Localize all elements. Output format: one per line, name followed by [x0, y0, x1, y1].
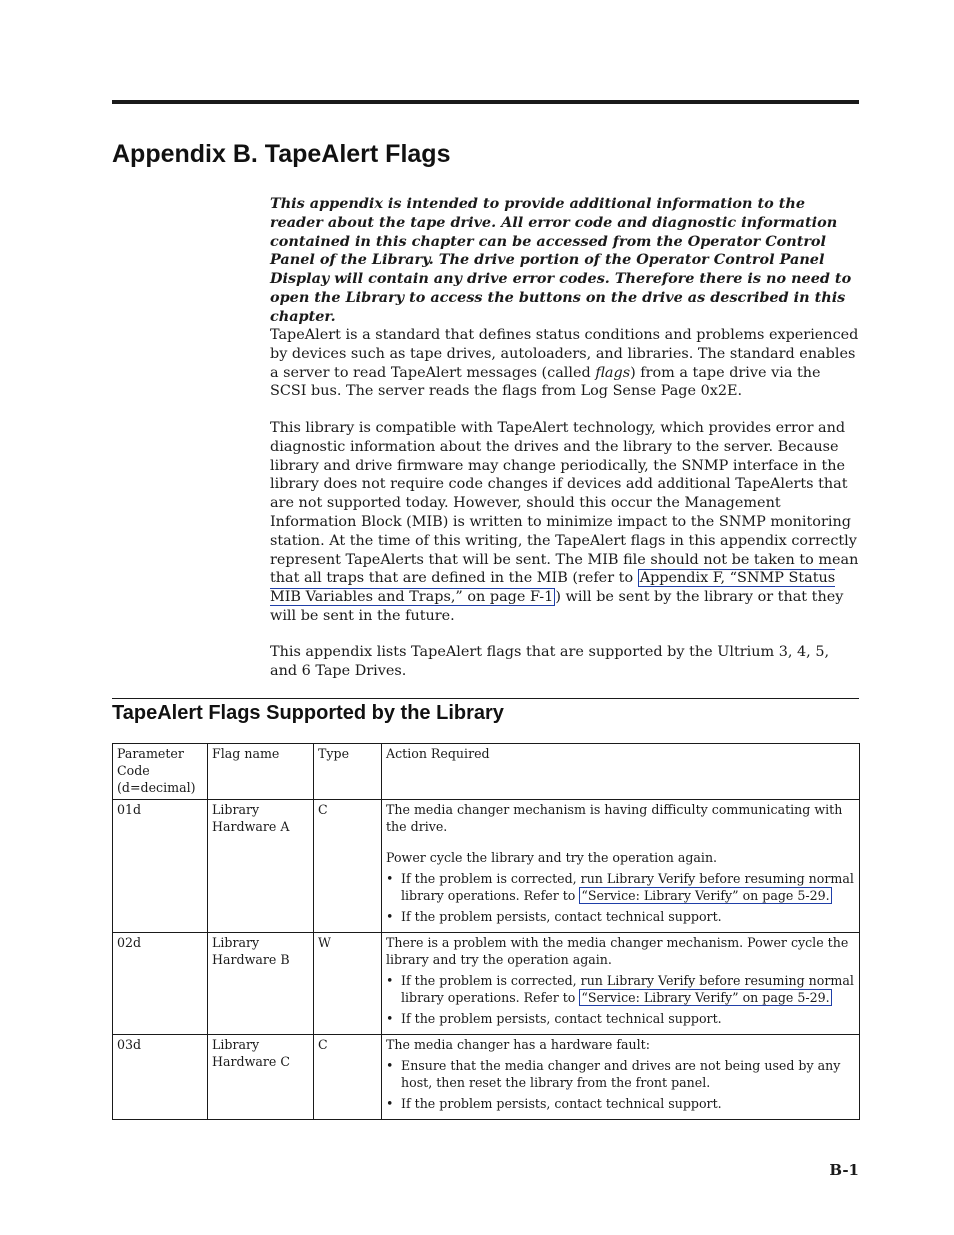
table-row: [113, 800, 860, 933]
action-list-item: [386, 870, 855, 904]
para1-after: ) from a tape drive via the SCSI bus. The server reads the flags from Log Sense Page 0x2E.: [270, 364, 821, 400]
header-action-required: Action Required: [382, 744, 860, 800]
action-text: There is a problem with the media changer mechanism. Power cycle the library and try the operation again.: [386, 935, 849, 967]
cell-flag-name: Library Hardware C: [208, 1035, 314, 1120]
appendix-f-link[interactable]: Appendix F, “SNMP Status MIB Variables and Traps,” on page F-1: [270, 570, 836, 606]
action-list-item: [386, 1057, 855, 1091]
section-title: TapeAlert Flags Supported by the Library: [112, 702, 504, 724]
action-list-item: [386, 1010, 855, 1027]
cell-action: [382, 933, 860, 1035]
table-header-row: [113, 744, 860, 800]
para2-text: [270, 419, 860, 626]
para2-before: This library is compatible with TapeAlert technology, which provides error and diagnostic information about the drives and the library to the server. Because library and drive firmware may change periodically, the SNMP interface in the library does not require code changes if devices add additional TapeAlerts that are not supported today. However, should this occur the Management Information Block (MIB) is written to minimize impact to the SNMP monitoring station. At the time of this writing, the TapeAlert flags in this appendix correctly represent TapeAlerts that will be sent. The MIB file should not be taken to mean that all traps that are defined in the MIB (refer to: [270, 420, 859, 587]
action-text: The media changer mechanism is having difficulty communicating with the drive.: [386, 802, 843, 834]
table-row: [113, 933, 860, 1035]
action-list: [386, 1057, 855, 1112]
action-text: The media changer has a hardware fault:: [386, 1037, 650, 1052]
action-list: [386, 870, 855, 925]
cell-type: C: [314, 1035, 382, 1120]
chapter-title: Appendix B. TapeAlert Flags: [112, 140, 451, 168]
para2-after: ) will be sent by the library or that they will be sent in the future.: [270, 589, 844, 624]
section-rule: [112, 698, 859, 699]
tapealert-definition-paragraph: [270, 326, 860, 401]
bullet-icon: •: [386, 909, 394, 924]
bullet-icon: •: [386, 871, 394, 886]
cell-code: 02d: [113, 933, 208, 1035]
service-library-verify-link[interactable]: “Service: Library Verify” on page 5-29.: [581, 990, 830, 1005]
cell-action: [382, 800, 860, 933]
header-flag-name: Flag name: [208, 744, 314, 800]
action-list-item: [386, 972, 855, 1006]
table-row: [113, 1035, 860, 1120]
action-item-text: If the problem is corrected, run Library Verify before resuming normal library operations. Refer to: [401, 871, 854, 903]
intro-paragraph: [270, 195, 860, 327]
para1-italic: flags: [595, 364, 631, 381]
cell-type: C: [314, 800, 382, 933]
supported-drives-paragraph: [270, 643, 860, 681]
tapealert-flags-table: [112, 743, 860, 1120]
cell-flag-name: Library Hardware B: [208, 933, 314, 1035]
intro-text: This appendix is intended to provide additional information to the reader about the tape drive. All error code and diagnostic information contained in this chapter can be accessed from the Operator Control Panel of the Library. The drive portion of the Operator Control Panel Display will contain any drive error codes. Therefore there is no need to open the Library to access the buttons on the drive as described in this chapter.: [270, 195, 852, 325]
service-library-verify-link[interactable]: “Service: Library Verify” on page 5-29.: [581, 888, 830, 903]
bullet-icon: •: [386, 1096, 394, 1111]
action-item-text: If the problem persists, contact technical support.: [401, 1011, 722, 1026]
page-number: B-1: [829, 1161, 859, 1179]
chapter-top-rule: [112, 100, 859, 104]
bullet-icon: •: [386, 1011, 394, 1026]
action-list-item: [386, 908, 855, 925]
cell-code: 03d: [113, 1035, 208, 1120]
header-parameter-code: Parameter Code (d=decimal): [113, 744, 208, 800]
action-item-text: If the problem persists, contact technical support.: [401, 909, 722, 924]
para3-text: This appendix lists TapeAlert flags that are supported by the Ultrium 3, 4, 5, and 6 Tape Drives.: [270, 644, 830, 679]
action-text: Power cycle the library and try the operation again.: [386, 850, 718, 865]
para1-text: [270, 326, 860, 401]
bullet-icon: •: [386, 973, 394, 988]
bullet-icon: •: [386, 1058, 394, 1073]
action-list-item: [386, 1095, 855, 1112]
action-item-text: If the problem persists, contact technical support.: [401, 1096, 722, 1111]
action-item-text: Ensure that the media changer and drives are not being used by any host, then reset the library from the front panel.: [401, 1058, 841, 1090]
header-type: Type: [314, 744, 382, 800]
compatibility-paragraph: [270, 419, 860, 626]
action-list: [386, 972, 855, 1027]
action-item-text: If the problem is corrected, run Library Verify before resuming normal library operations. Refer to: [401, 973, 854, 1005]
cell-action: [382, 1035, 860, 1120]
cell-flag-name: Library Hardware A: [208, 800, 314, 933]
cell-code: 01d: [113, 800, 208, 933]
cell-type: W: [314, 933, 382, 1035]
para1-before: TapeAlert is a standard that defines status conditions and problems experienced by devices such as tape drives, autoloaders, and libraries. The standard enables a server to read TapeAlert messages (called: [270, 327, 859, 381]
